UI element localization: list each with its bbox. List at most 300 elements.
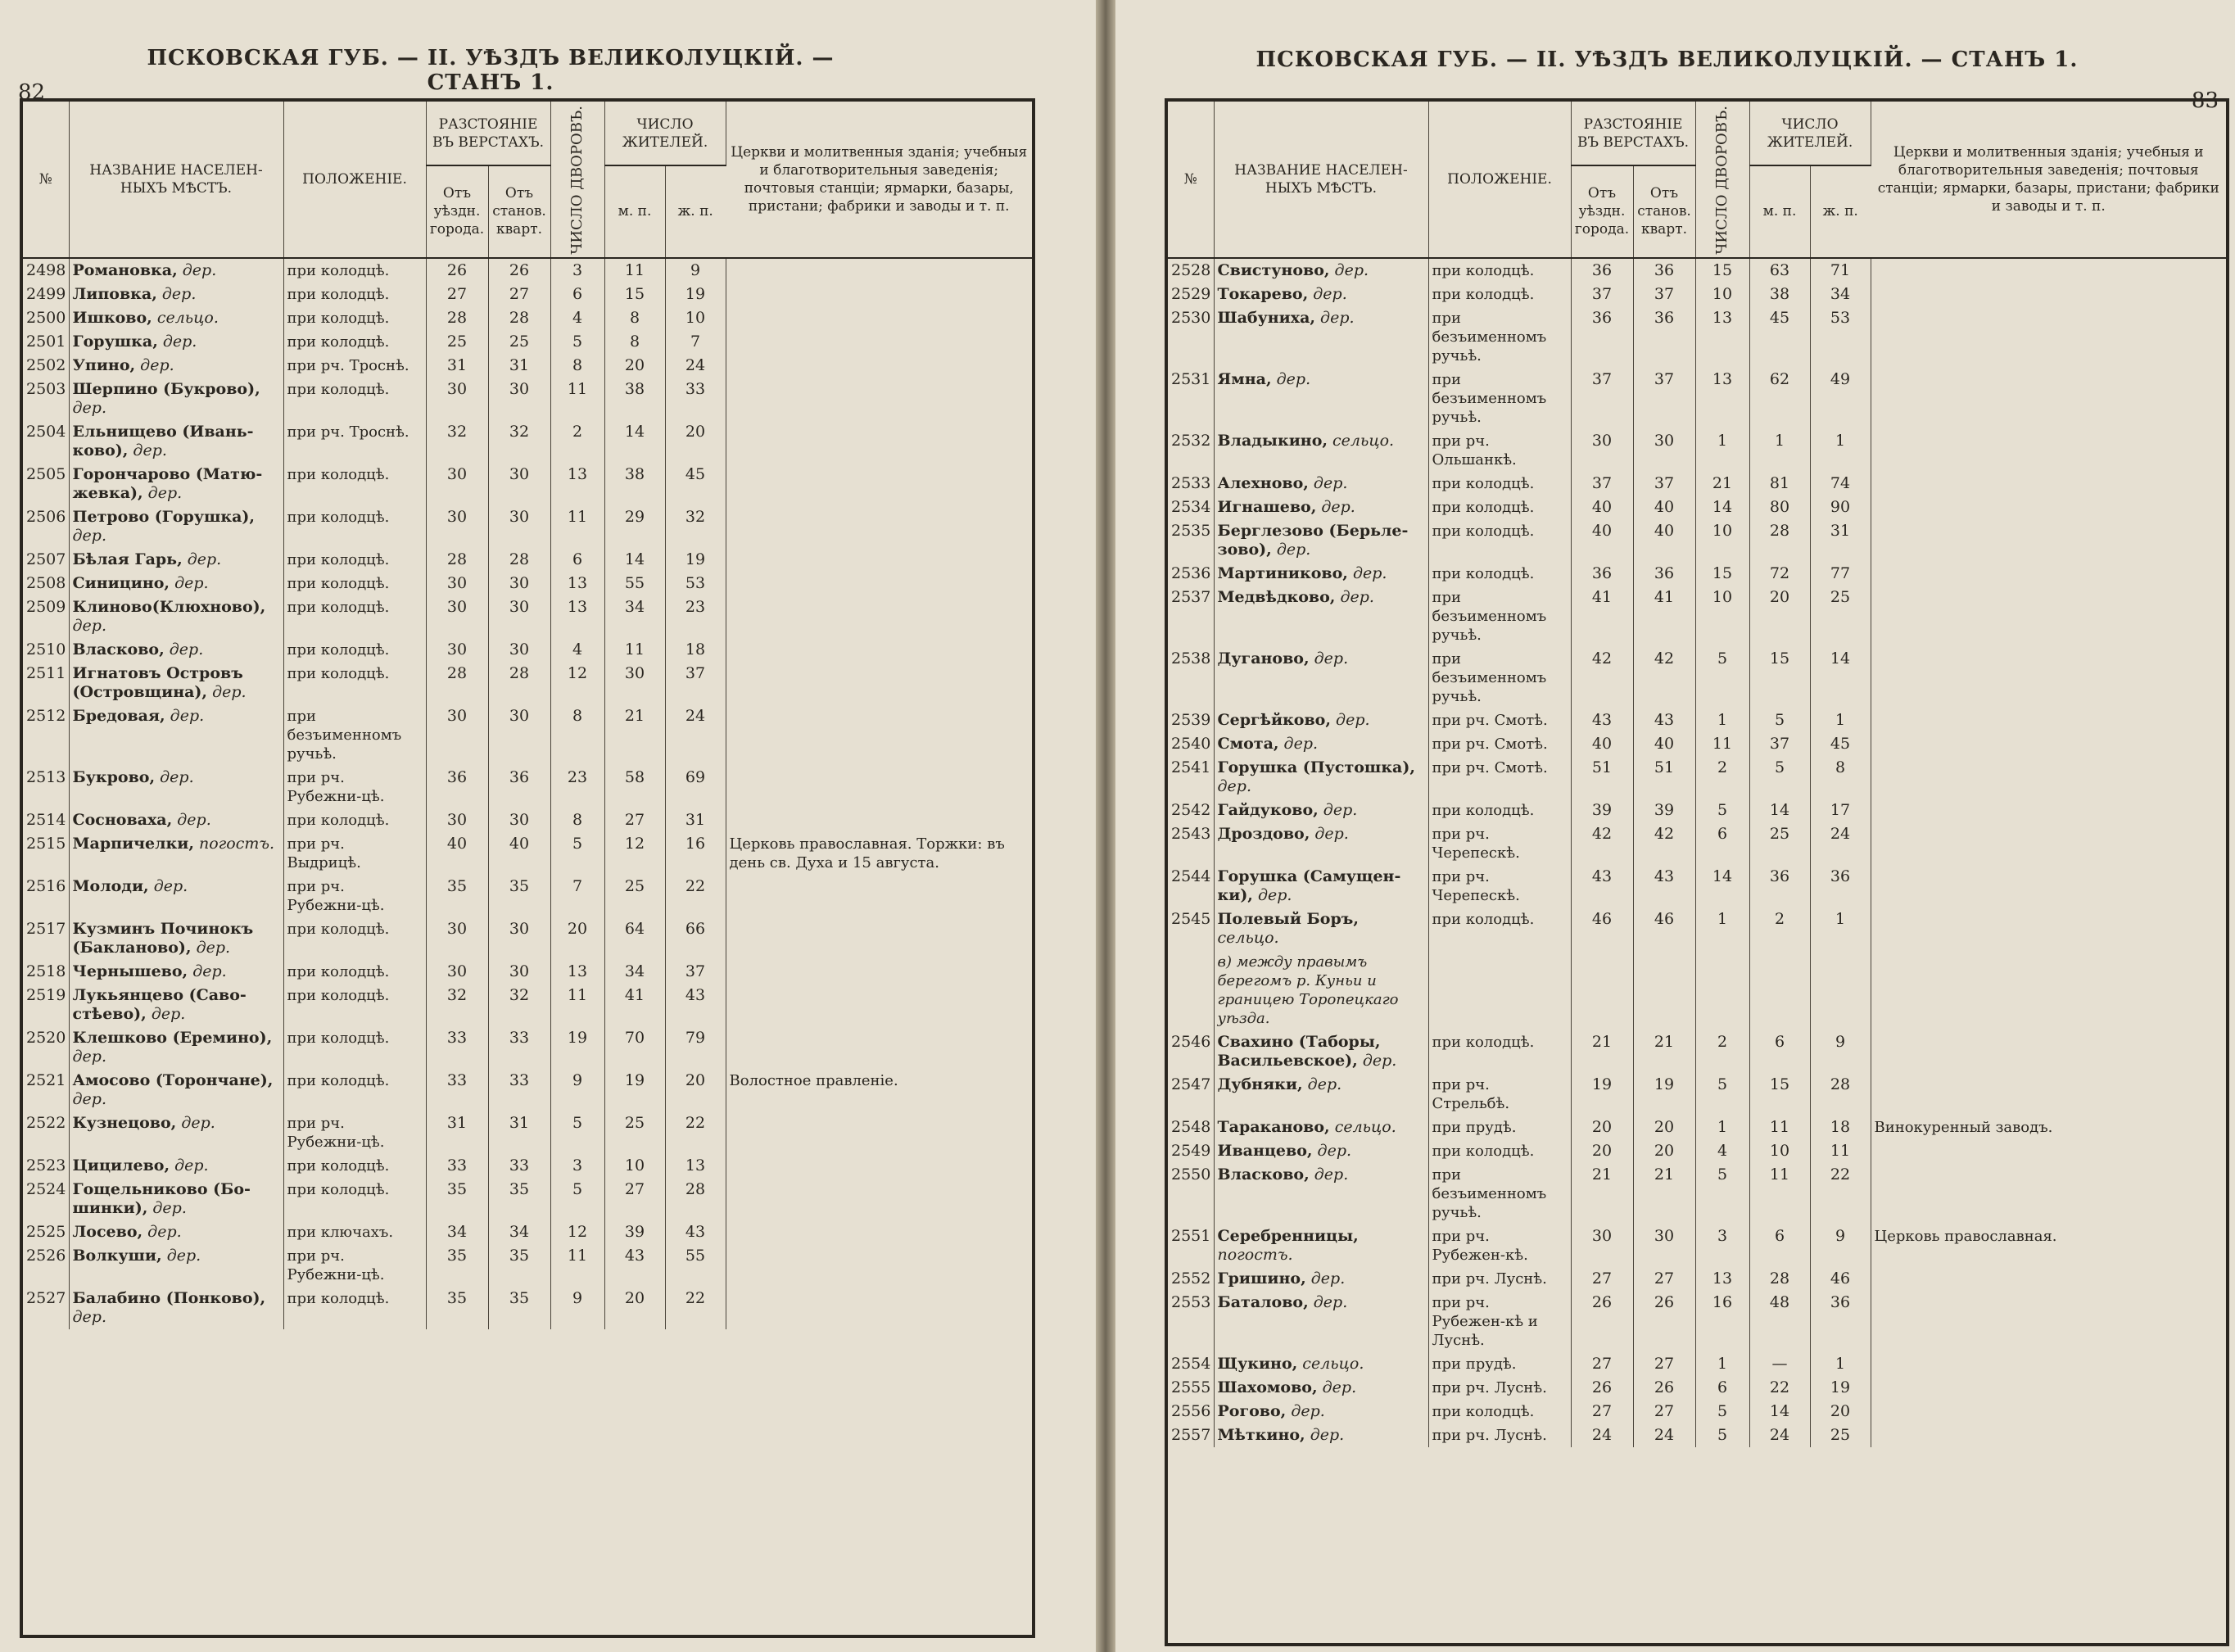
settlement-type: дер.	[1314, 1165, 1349, 1184]
male-count: 12	[604, 832, 665, 875]
settlement-type: дер.	[1313, 473, 1348, 492]
settlement-type: дер.	[1313, 1292, 1348, 1311]
col-position-header: ПОЛОЖЕНІЕ.	[1428, 102, 1571, 258]
table-row	[23, 984, 1032, 1026]
settlement-name: Волкуши,	[72, 1246, 162, 1265]
male-count: 15	[604, 283, 665, 306]
distance-town: 46	[1571, 907, 1633, 950]
yards-count: 5	[550, 832, 604, 875]
yards-count: 8	[550, 354, 604, 378]
settlement-name: Свистуново,	[1217, 260, 1330, 279]
notes	[726, 638, 1032, 662]
yards-count: 8	[550, 704, 604, 766]
table-row	[1168, 1291, 2226, 1352]
table-row	[1168, 496, 2226, 519]
yards-count: 10	[1695, 586, 1749, 647]
spacer-cell	[1428, 950, 1571, 1030]
notes	[1871, 429, 2226, 472]
distance-stan: 37	[1633, 283, 1695, 306]
male-count: 15	[1749, 647, 1810, 708]
female-count: 17	[1810, 799, 1871, 822]
settlement-name: Марпичелки,	[72, 834, 194, 853]
distance-stan: 40	[1633, 496, 1695, 519]
male-count: 36	[1749, 865, 1810, 907]
distance-stan: 35	[488, 1244, 550, 1287]
notes	[1871, 1073, 2226, 1116]
male-count: 25	[604, 1111, 665, 1154]
settlement-name: Кузминъ Починокъ (Бакланово),	[72, 919, 254, 957]
notes	[726, 354, 1032, 378]
male-count: 30	[604, 662, 665, 704]
male-count: 29	[604, 505, 665, 548]
distance-town: 20	[1571, 1139, 1633, 1163]
male-count: 11	[604, 638, 665, 662]
position: при колодцѣ.	[283, 917, 426, 960]
table-row	[23, 354, 1032, 378]
distance-stan: 24	[1633, 1423, 1695, 1447]
settlement-type: дер.	[1320, 308, 1355, 327]
settlement-type: погостъ.	[1217, 1245, 1293, 1264]
notes	[1871, 1030, 2226, 1073]
position: при рч. Троснѣ.	[283, 354, 426, 378]
yards-count: 5	[1695, 1073, 1749, 1116]
table-row	[23, 1244, 1032, 1287]
distance-town: 35	[426, 875, 488, 917]
notes	[1871, 907, 2226, 950]
female-count: 49	[1810, 368, 1871, 429]
notes	[1871, 1267, 2226, 1291]
notes	[1871, 708, 2226, 732]
settlement-type: дер.	[1334, 260, 1369, 279]
position: при колодцѣ.	[283, 638, 426, 662]
col-distance-town-header: Отъ уѣздн. города.	[426, 165, 488, 257]
yards-count: 13	[1695, 1267, 1749, 1291]
settlement-name: Шахомово,	[1217, 1378, 1318, 1396]
male-count: 43	[604, 1244, 665, 1287]
distance-town: 30	[426, 595, 488, 638]
distance-town: 43	[1571, 865, 1633, 907]
settlement-name: Романовка,	[72, 260, 178, 279]
position: при рч. Рубежни-цѣ.	[283, 1244, 426, 1287]
female-count: 74	[1810, 472, 1871, 496]
settlement-name-cell	[69, 306, 283, 330]
yards-count: 13	[1695, 368, 1749, 429]
table-row	[23, 832, 1032, 875]
male-count: 41	[604, 984, 665, 1026]
notes	[726, 595, 1032, 638]
female-count: 19	[665, 283, 726, 306]
distance-stan: 27	[1633, 1400, 1695, 1423]
distance-town: 35	[426, 1287, 488, 1329]
distance-stan: 21	[1633, 1030, 1695, 1073]
position: при колодцѣ.	[1428, 1139, 1571, 1163]
distance-stan: 32	[488, 420, 550, 463]
notes: Волостное правленіе.	[729, 1071, 898, 1089]
position: при колодцѣ.	[1428, 907, 1571, 950]
female-count: 22	[665, 875, 726, 917]
notes	[1871, 1139, 2226, 1163]
settlement-type: дер.	[1307, 1075, 1342, 1093]
yards-count: 2	[1695, 756, 1749, 799]
yards-count: 13	[550, 960, 604, 984]
distance-town: 30	[426, 960, 488, 984]
spacer-cell	[1633, 950, 1695, 1030]
table-row	[1168, 1163, 2226, 1224]
female-count: 13	[665, 1154, 726, 1178]
position: при колодцѣ.	[283, 808, 426, 832]
male-count: 10	[1749, 1139, 1810, 1163]
yards-count: 23	[550, 766, 604, 808]
settlement-name: Рогово,	[1217, 1401, 1287, 1420]
notes	[1871, 822, 2226, 865]
male-count: 10	[604, 1154, 665, 1178]
table-row	[1168, 865, 2226, 907]
settlement-type: дер.	[1340, 587, 1374, 606]
table-row	[1168, 708, 2226, 732]
position: при безъименномъ ручьѣ.	[1428, 647, 1571, 708]
settlement-name: Шабуниха,	[1217, 308, 1315, 327]
settlement-type: дер.	[1314, 649, 1349, 668]
col-yards-header: ЧИСЛО ДВОРОВЪ.	[550, 102, 604, 258]
settlement-name: Власково,	[1217, 1165, 1310, 1184]
position: при колодцѣ.	[283, 662, 426, 704]
distance-stan: 30	[488, 463, 550, 505]
spacer-cell	[1168, 950, 1214, 1030]
yards-count: 2	[550, 420, 604, 463]
distance-stan: 30	[1633, 1224, 1695, 1267]
settlement-name: Горончарово (Матю-жевка),	[72, 464, 263, 502]
settlement-type: сельцо.	[1334, 1117, 1396, 1136]
female-count: 14	[1810, 647, 1871, 708]
row-number: 2510	[23, 638, 69, 662]
distance-stan: 40	[1633, 732, 1695, 756]
table-row	[23, 704, 1032, 766]
position: при рч. Ольшанкѣ.	[1428, 429, 1571, 472]
table-row	[1168, 519, 2226, 562]
distance-town: 28	[426, 548, 488, 572]
position: при колодцѣ.	[283, 463, 426, 505]
settlement-name-cell	[1214, 1139, 1428, 1163]
settlement-name: Молоди,	[72, 876, 149, 895]
distance-stan: 28	[488, 306, 550, 330]
row-number: 2555	[1168, 1376, 1214, 1400]
table-row	[23, 875, 1032, 917]
distance-town: 19	[1571, 1073, 1633, 1116]
row-number: 2516	[23, 875, 69, 917]
position: при колодцѣ.	[283, 258, 426, 283]
distance-town: 32	[426, 420, 488, 463]
col-population-header: ЧИСЛО ЖИТЕЛЕЙ.	[1749, 102, 1871, 165]
settlement-name: Баталово,	[1217, 1292, 1309, 1311]
position: при рч. Рубежни-цѣ.	[283, 1111, 426, 1154]
distance-stan: 20	[1633, 1116, 1695, 1139]
row-number: 2545	[1168, 907, 1214, 950]
notes	[1871, 258, 2226, 283]
settlement-name-cell	[1214, 1291, 1428, 1352]
row-number: 2514	[23, 808, 69, 832]
settlement-name: Лукьянцево (Саво-стѣево),	[72, 985, 247, 1023]
settlement-type: дер.	[1310, 1269, 1346, 1288]
row-number: 2505	[23, 463, 69, 505]
male-count: 19	[604, 1069, 665, 1111]
settlement-name-cell	[69, 704, 283, 766]
yards-count: 11	[1695, 732, 1749, 756]
male-count: 14	[1749, 1400, 1810, 1423]
distance-stan: 27	[1633, 1352, 1695, 1376]
settlement-type: дер.	[1283, 734, 1319, 753]
female-count: 25	[1810, 586, 1871, 647]
distance-town: 40	[1571, 496, 1633, 519]
yards-count: 11	[550, 1244, 604, 1287]
distance-town: 40	[1571, 732, 1633, 756]
male-count: 70	[604, 1026, 665, 1069]
row-number: 2522	[23, 1111, 69, 1154]
row-number: 2546	[1168, 1030, 1214, 1073]
settlement-name-cell	[1214, 865, 1428, 907]
distance-town: 40	[1571, 519, 1633, 562]
row-number: 2530	[1168, 306, 1214, 368]
male-count: 72	[1749, 562, 1810, 586]
female-count: 9	[1810, 1224, 1871, 1267]
right-page	[1115, 0, 2235, 1652]
table-row	[23, 1287, 1032, 1329]
page-number: 83	[2191, 88, 2219, 113]
row-number: 2553	[1168, 1291, 1214, 1352]
position: при рч. Черепескѣ.	[1428, 865, 1571, 907]
distance-town: 37	[1571, 472, 1633, 496]
settlement-type: дер.	[1323, 800, 1358, 819]
male-count: 11	[1749, 1116, 1810, 1139]
yards-count: 5	[1695, 1423, 1749, 1447]
position: при колодцѣ.	[283, 330, 426, 354]
distance-stan: 46	[1633, 907, 1695, 950]
yards-count: 5	[1695, 1163, 1749, 1224]
notes	[1871, 1163, 2226, 1224]
distance-stan: 43	[1633, 708, 1695, 732]
position: при колодцѣ.	[1428, 799, 1571, 822]
distance-stan: 28	[488, 548, 550, 572]
settlement-type: дер.	[187, 550, 222, 568]
settlement-type: дер.	[1322, 1378, 1357, 1396]
settlement-name-cell	[69, 354, 283, 378]
settlement-name: Токарево,	[1217, 284, 1309, 303]
distance-town: 35	[426, 1244, 488, 1287]
settlement-name: Горушка (Пустошка),	[1217, 758, 1415, 776]
settlement-name: Дроздово,	[1217, 824, 1310, 843]
position: при колодцѣ.	[283, 1287, 426, 1329]
row-number: 2550	[1168, 1163, 1214, 1224]
position: при рч. Выдрицѣ.	[283, 832, 426, 875]
settlement-type: дер.	[166, 1246, 201, 1265]
table-row	[23, 766, 1032, 808]
row-number: 2508	[23, 572, 69, 595]
female-count: 43	[665, 1220, 726, 1244]
row-number: 2525	[23, 1220, 69, 1244]
male-count: 11	[1749, 1163, 1810, 1224]
col-yards-header: ЧИСЛО ДВОРОВЪ.	[1695, 102, 1749, 258]
position: при колодцѣ.	[283, 1069, 426, 1111]
male-count: 8	[604, 306, 665, 330]
male-count: 14	[604, 420, 665, 463]
female-count: 19	[665, 548, 726, 572]
female-count: 23	[665, 595, 726, 638]
position: при колодцѣ.	[1428, 562, 1571, 586]
settlement-name-cell	[1214, 472, 1428, 496]
page-number: 82	[18, 80, 46, 105]
distance-stan: 31	[488, 1111, 550, 1154]
table-row	[23, 572, 1032, 595]
table-row	[23, 960, 1032, 984]
notes	[726, 378, 1032, 420]
notes	[726, 420, 1032, 463]
table-header	[23, 102, 1032, 258]
distance-town: 37	[1571, 368, 1633, 429]
settlement-name-cell	[69, 420, 283, 463]
distance-stan: 33	[488, 1026, 550, 1069]
yards-count: 5	[550, 1178, 604, 1220]
settlement-type: дер.	[1217, 776, 1251, 795]
table-body	[23, 258, 1032, 1329]
female-count: 20	[665, 420, 726, 463]
distance-stan: 36	[1633, 306, 1695, 368]
position: при рч. Луснѣ.	[1428, 1376, 1571, 1400]
settlement-name: Алехново,	[1217, 473, 1309, 492]
position: при рч. Луснѣ.	[1428, 1423, 1571, 1447]
male-count: 81	[1749, 472, 1810, 496]
table-row	[1168, 822, 2226, 865]
male-count: 20	[604, 354, 665, 378]
distance-stan: 25	[488, 330, 550, 354]
distance-town: 26	[1571, 1376, 1633, 1400]
male-count: 55	[604, 572, 665, 595]
col-distance-header: РАЗСТОЯНІЕ ВЪ ВЕРСТАХЪ.	[426, 102, 550, 165]
settlement-name-cell	[1214, 1163, 1428, 1224]
position: при колодцѣ.	[283, 960, 426, 984]
female-count: 45	[1810, 732, 1871, 756]
row-number: 2520	[23, 1026, 69, 1069]
distance-town: 33	[426, 1069, 488, 1111]
female-count: 11	[1810, 1139, 1871, 1163]
settlement-name-cell	[69, 1154, 283, 1178]
settlement-name-cell	[1214, 1224, 1428, 1267]
settlement-name: Чернышево,	[72, 962, 188, 980]
distance-stan: 42	[1633, 822, 1695, 865]
distance-town: 27	[1571, 1400, 1633, 1423]
settlement-name: Свахино (Таборы, Васильевское),	[1217, 1032, 1381, 1070]
row-number: 2515	[23, 832, 69, 875]
yards-count: 10	[1695, 283, 1749, 306]
yards-count: 4	[550, 638, 604, 662]
table-row	[1168, 1423, 2226, 1447]
yards-count: 11	[550, 984, 604, 1026]
table-row	[1168, 429, 2226, 472]
settlements-table-frame	[1165, 98, 2229, 1646]
table-row	[23, 283, 1032, 306]
distance-stan: 30	[488, 917, 550, 960]
row-number: 2500	[23, 306, 69, 330]
female-count: 10	[665, 306, 726, 330]
settlement-name-cell	[1214, 368, 1428, 429]
row-number: 2548	[1168, 1116, 1214, 1139]
notes	[726, 875, 1032, 917]
female-count: 24	[665, 354, 726, 378]
row-number: 2526	[23, 1244, 69, 1287]
settlement-type: дер.	[147, 1222, 182, 1241]
settlement-name: Дубняки,	[1217, 1075, 1303, 1093]
female-count: 25	[1810, 1423, 1871, 1447]
settlement-type: дер.	[161, 284, 197, 303]
settlement-name-cell	[69, 1220, 283, 1244]
notes	[726, 548, 1032, 572]
yards-count: 21	[1695, 472, 1749, 496]
notes	[726, 1220, 1032, 1244]
spacer-cell	[1871, 950, 2226, 1030]
settlement-name-cell	[1214, 1030, 1428, 1073]
position: при колодцѣ.	[1428, 1030, 1571, 1073]
male-count: 6	[1749, 1030, 1810, 1073]
table-row	[23, 1069, 1032, 1111]
settlement-name-cell	[69, 662, 283, 704]
settlement-type: дер.	[1317, 1141, 1352, 1160]
female-count: 9	[665, 258, 726, 283]
male-count: 58	[604, 766, 665, 808]
yards-count: 4	[1695, 1139, 1749, 1163]
row-number: 2551	[1168, 1224, 1214, 1267]
position: при колодцѣ.	[283, 1178, 426, 1220]
male-count: 5	[1749, 756, 1810, 799]
row-number: 2532	[1168, 429, 1214, 472]
book-gutter	[1096, 0, 1115, 1652]
distance-town: 36	[1571, 306, 1633, 368]
settlement-type: дер.	[72, 1047, 106, 1066]
yards-count: 15	[1695, 562, 1749, 586]
row-number: 2528	[1168, 258, 1214, 283]
settlement-name: Упино,	[72, 355, 136, 374]
distance-stan: 40	[1633, 519, 1695, 562]
distance-town: 36	[426, 766, 488, 808]
table-row	[1168, 283, 2226, 306]
male-count: 20	[604, 1287, 665, 1329]
settlement-type: дер.	[133, 441, 167, 459]
settlement-type: дер.	[177, 810, 211, 829]
male-count: 62	[1749, 368, 1810, 429]
settlement-name-cell	[69, 875, 283, 917]
settlement-name: Полевый Боръ,	[1217, 909, 1359, 928]
row-number: 2499	[23, 283, 69, 306]
notes	[1871, 562, 2226, 586]
distance-town: 51	[1571, 756, 1633, 799]
table-row	[23, 1154, 1032, 1178]
settlement-type: дер.	[1276, 369, 1311, 388]
position: при рч. Троснѣ.	[283, 420, 426, 463]
settlement-name-cell	[1214, 1400, 1428, 1423]
distance-town: 27	[1571, 1267, 1633, 1291]
settlement-type: дер.	[182, 260, 217, 279]
distance-town: 31	[426, 354, 488, 378]
distance-stan: 36	[1633, 562, 1695, 586]
col-notes-header: Церкви и молитвенныя зданія; учебныя и благотворительныя заведенія; почтовыя станціи; ярмарки, базары, пристани; фабрики и заводы и т. п.	[1871, 102, 2226, 258]
settlement-type: дер.	[162, 332, 197, 351]
female-count: 77	[1810, 562, 1871, 586]
position: при рч. Рубежен-кѣ и Луснѣ.	[1428, 1291, 1571, 1352]
settlement-name-cell	[1214, 283, 1428, 306]
settlement-name-cell	[69, 463, 283, 505]
col-male-header: м. п.	[1749, 165, 1810, 257]
distance-town: 42	[1571, 822, 1633, 865]
table-row	[23, 1178, 1032, 1220]
distance-town: 30	[426, 917, 488, 960]
yards-count: 5	[550, 330, 604, 354]
